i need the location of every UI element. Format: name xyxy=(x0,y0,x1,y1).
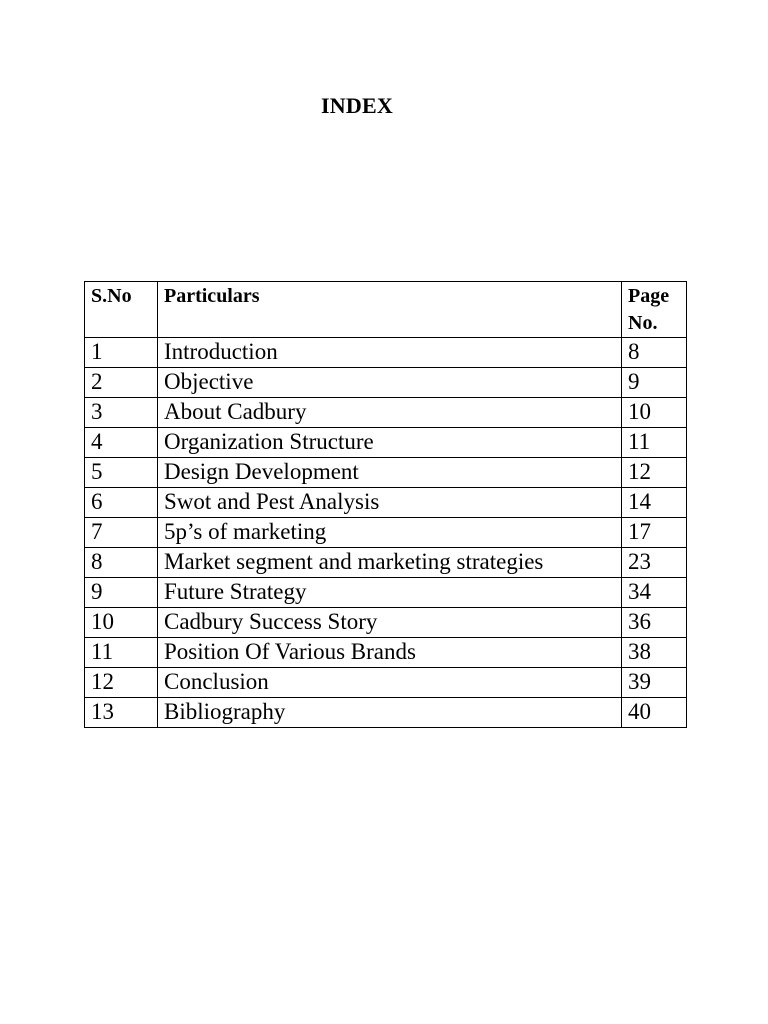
cell-sno: 3 xyxy=(85,398,158,428)
cell-particulars: Cadbury Success Story xyxy=(158,608,622,638)
cell-sno: 6 xyxy=(85,488,158,518)
cell-page: 34 xyxy=(622,578,687,608)
table-row xyxy=(85,518,687,548)
table-row xyxy=(85,338,687,368)
table-row xyxy=(85,608,687,638)
cell-particulars: Design Development xyxy=(158,458,622,488)
table-row xyxy=(85,398,687,428)
cell-particulars: About Cadbury xyxy=(158,398,622,428)
cell-page: 17 xyxy=(622,518,687,548)
table-row xyxy=(85,458,687,488)
table-row xyxy=(85,368,687,398)
cell-sno: 12 xyxy=(85,668,158,698)
header-page-no xyxy=(622,282,687,338)
header-particulars: Particulars xyxy=(158,282,622,338)
table-row xyxy=(85,668,687,698)
cell-sno: 10 xyxy=(85,608,158,638)
cell-particulars: Position Of Various Brands xyxy=(158,638,622,668)
cell-sno: 13 xyxy=(85,698,158,728)
table-row xyxy=(85,488,687,518)
table-row xyxy=(85,578,687,608)
cell-particulars: Organization Structure xyxy=(158,428,622,458)
cell-page: 23 xyxy=(622,548,687,578)
table-row xyxy=(85,548,687,578)
header-sno: S.No xyxy=(85,282,158,338)
cell-particulars: Introduction xyxy=(158,338,622,368)
cell-page: 9 xyxy=(622,368,687,398)
header-page-line1: Page xyxy=(628,285,670,307)
cell-particulars: Bibliography xyxy=(158,698,622,728)
cell-sno: 1 xyxy=(85,338,158,368)
cell-particulars: Swot and Pest Analysis xyxy=(158,488,622,518)
cell-sno: 2 xyxy=(85,368,158,398)
cell-page: 10 xyxy=(622,398,687,428)
cell-particulars: Market segment and marketing strategies xyxy=(158,548,622,578)
cell-sno: 7 xyxy=(85,518,158,548)
cell-page: 14 xyxy=(622,488,687,518)
cell-sno: 8 xyxy=(85,548,158,578)
table-row xyxy=(85,428,687,458)
page-title: INDEX xyxy=(321,93,393,118)
cell-page: 40 xyxy=(622,698,687,728)
table-header-row xyxy=(85,282,687,338)
cell-page: 11 xyxy=(622,428,687,458)
cell-particulars: 5p’s of marketing xyxy=(158,518,622,548)
cell-sno: 5 xyxy=(85,458,158,488)
index-table xyxy=(84,281,687,728)
cell-particulars: Future Strategy xyxy=(158,578,622,608)
cell-sno: 11 xyxy=(85,638,158,668)
table-row xyxy=(85,638,687,668)
cell-page: 12 xyxy=(622,458,687,488)
cell-page: 36 xyxy=(622,608,687,638)
cell-sno: 4 xyxy=(85,428,158,458)
table-row xyxy=(85,698,687,728)
cell-page: 8 xyxy=(622,338,687,368)
cell-sno: 9 xyxy=(85,578,158,608)
cell-particulars: Objective xyxy=(158,368,622,398)
cell-particulars: Conclusion xyxy=(158,668,622,698)
cell-page: 38 xyxy=(622,638,687,668)
cell-page: 39 xyxy=(622,668,687,698)
header-page-line2: No. xyxy=(628,312,658,334)
